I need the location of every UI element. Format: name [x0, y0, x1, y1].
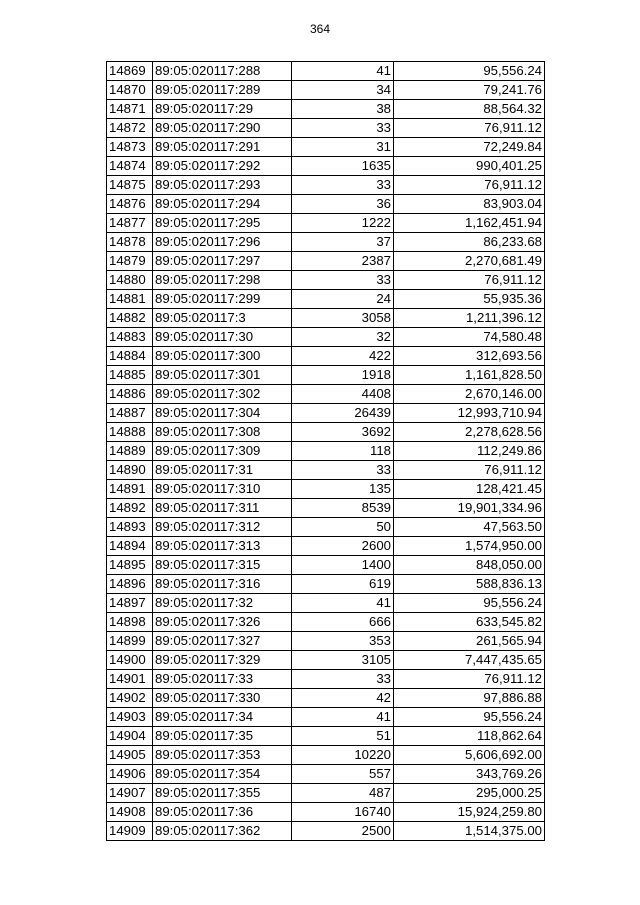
row-number-cell: 14872 — [107, 119, 153, 138]
area-cell: 16740 — [292, 803, 394, 822]
cadastral-number-cell: 89:05:020117:32 — [153, 594, 292, 613]
row-number-cell: 14901 — [107, 670, 153, 689]
row-number-cell: 14895 — [107, 556, 153, 575]
row-number-cell: 14887 — [107, 404, 153, 423]
row-number-cell: 14906 — [107, 765, 153, 784]
table-row — [107, 119, 545, 138]
area-cell: 2500 — [292, 822, 394, 841]
table-row — [107, 328, 545, 347]
table-row — [107, 404, 545, 423]
cadastral-number-cell: 89:05:020117:308 — [153, 423, 292, 442]
area-cell: 8539 — [292, 499, 394, 518]
table-row — [107, 347, 545, 366]
cadastral-number-cell: 89:05:020117:298 — [153, 271, 292, 290]
area-cell: 1222 — [292, 214, 394, 233]
area-cell: 33 — [292, 119, 394, 138]
value-cell: 588,836.13 — [394, 575, 545, 594]
row-number-cell: 14885 — [107, 366, 153, 385]
value-cell: 848,050.00 — [394, 556, 545, 575]
area-cell: 41 — [292, 708, 394, 727]
value-cell: 1,162,451.94 — [394, 214, 545, 233]
value-cell: 76,911.12 — [394, 461, 545, 480]
cadastral-number-cell: 89:05:020117:297 — [153, 252, 292, 271]
table-row — [107, 309, 545, 328]
value-cell: 633,545.82 — [394, 613, 545, 632]
table-row — [107, 632, 545, 651]
area-cell: 41 — [292, 62, 394, 81]
value-cell: 1,574,950.00 — [394, 537, 545, 556]
area-cell: 31 — [292, 138, 394, 157]
table-row — [107, 271, 545, 290]
area-cell: 32 — [292, 328, 394, 347]
row-number-cell: 14883 — [107, 328, 153, 347]
area-cell: 353 — [292, 632, 394, 651]
area-cell: 33 — [292, 271, 394, 290]
table-row — [107, 138, 545, 157]
row-number-cell: 14898 — [107, 613, 153, 632]
cadastral-number-cell: 89:05:020117:316 — [153, 575, 292, 594]
value-cell: 74,580.48 — [394, 328, 545, 347]
table-row — [107, 689, 545, 708]
cadastral-number-cell: 89:05:020117:291 — [153, 138, 292, 157]
cadastral-number-cell: 89:05:020117:29 — [153, 100, 292, 119]
area-cell: 1400 — [292, 556, 394, 575]
area-cell: 422 — [292, 347, 394, 366]
value-cell: 72,249.84 — [394, 138, 545, 157]
area-cell: 4408 — [292, 385, 394, 404]
row-number-cell: 14907 — [107, 784, 153, 803]
value-cell: 19,901,334.96 — [394, 499, 545, 518]
value-cell: 295,000.25 — [394, 784, 545, 803]
row-number-cell: 14878 — [107, 233, 153, 252]
value-cell: 112,249.86 — [394, 442, 545, 461]
row-number-cell: 14894 — [107, 537, 153, 556]
area-cell: 38 — [292, 100, 394, 119]
area-cell: 33 — [292, 461, 394, 480]
area-cell: 2600 — [292, 537, 394, 556]
cadastral-number-cell: 89:05:020117:302 — [153, 385, 292, 404]
table-row — [107, 575, 545, 594]
table-row — [107, 822, 545, 841]
table-row — [107, 290, 545, 309]
row-number-cell: 14871 — [107, 100, 153, 119]
cadastral-number-cell: 89:05:020117:299 — [153, 290, 292, 309]
table-row — [107, 499, 545, 518]
row-number-cell: 14884 — [107, 347, 153, 366]
table-row — [107, 62, 545, 81]
row-number-cell: 14902 — [107, 689, 153, 708]
table-row — [107, 176, 545, 195]
cadastral-number-cell: 89:05:020117:312 — [153, 518, 292, 537]
value-cell: 79,241.76 — [394, 81, 545, 100]
cadastral-number-cell: 89:05:020117:309 — [153, 442, 292, 461]
area-cell: 487 — [292, 784, 394, 803]
cadastral-number-cell: 89:05:020117:301 — [153, 366, 292, 385]
area-cell: 50 — [292, 518, 394, 537]
row-number-cell: 14890 — [107, 461, 153, 480]
value-cell: 88,564.32 — [394, 100, 545, 119]
cadastral-number-cell: 89:05:020117:36 — [153, 803, 292, 822]
value-cell: 312,693.56 — [394, 347, 545, 366]
cadastral-number-cell: 89:05:020117:295 — [153, 214, 292, 233]
cadastral-number-cell: 89:05:020117:294 — [153, 195, 292, 214]
value-cell: 2,278,628.56 — [394, 423, 545, 442]
table-row — [107, 594, 545, 613]
area-cell: 3692 — [292, 423, 394, 442]
value-cell: 2,270,681.49 — [394, 252, 545, 271]
row-number-cell: 14873 — [107, 138, 153, 157]
area-cell: 42 — [292, 689, 394, 708]
value-cell: 128,421.45 — [394, 480, 545, 499]
value-cell: 76,911.12 — [394, 176, 545, 195]
area-cell: 33 — [292, 176, 394, 195]
value-cell: 83,903.04 — [394, 195, 545, 214]
row-number-cell: 14870 — [107, 81, 153, 100]
value-cell: 118,862.64 — [394, 727, 545, 746]
row-number-cell: 14897 — [107, 594, 153, 613]
area-cell: 118 — [292, 442, 394, 461]
value-cell: 1,211,396.12 — [394, 309, 545, 328]
area-cell: 24 — [292, 290, 394, 309]
table-row — [107, 613, 545, 632]
cadastral-number-cell: 89:05:020117:3 — [153, 309, 292, 328]
table-row — [107, 556, 545, 575]
row-number-cell: 14899 — [107, 632, 153, 651]
value-cell: 2,670,146.00 — [394, 385, 545, 404]
row-number-cell: 14869 — [107, 62, 153, 81]
table-row — [107, 480, 545, 499]
row-number-cell: 14888 — [107, 423, 153, 442]
row-number-cell: 14909 — [107, 822, 153, 841]
table-body — [107, 62, 545, 841]
table-row — [107, 195, 545, 214]
cadastral-number-cell: 89:05:020117:292 — [153, 157, 292, 176]
row-number-cell: 14904 — [107, 727, 153, 746]
table-row — [107, 81, 545, 100]
cadastral-number-cell: 89:05:020117:33 — [153, 670, 292, 689]
value-cell: 7,447,435.65 — [394, 651, 545, 670]
table-row — [107, 765, 545, 784]
value-cell: 95,556.24 — [394, 594, 545, 613]
area-cell: 3105 — [292, 651, 394, 670]
table-row — [107, 461, 545, 480]
area-cell: 2387 — [292, 252, 394, 271]
table-row — [107, 442, 545, 461]
row-number-cell: 14889 — [107, 442, 153, 461]
cadastral-number-cell: 89:05:020117:289 — [153, 81, 292, 100]
area-cell: 51 — [292, 727, 394, 746]
value-cell: 1,161,828.50 — [394, 366, 545, 385]
cadastral-number-cell: 89:05:020117:354 — [153, 765, 292, 784]
table-row — [107, 157, 545, 176]
cadastral-number-cell: 89:05:020117:30 — [153, 328, 292, 347]
value-cell: 47,563.50 — [394, 518, 545, 537]
table-row — [107, 708, 545, 727]
value-cell: 86,233.68 — [394, 233, 545, 252]
row-number-cell: 14893 — [107, 518, 153, 537]
cadastral-number-cell: 89:05:020117:311 — [153, 499, 292, 518]
table-row — [107, 518, 545, 537]
row-number-cell: 14876 — [107, 195, 153, 214]
area-cell: 41 — [292, 594, 394, 613]
value-cell: 95,556.24 — [394, 62, 545, 81]
row-number-cell: 14908 — [107, 803, 153, 822]
cadastral-number-cell: 89:05:020117:310 — [153, 480, 292, 499]
table-row — [107, 214, 545, 233]
area-cell: 619 — [292, 575, 394, 594]
table-row — [107, 385, 545, 404]
cadastral-number-cell: 89:05:020117:293 — [153, 176, 292, 195]
value-cell: 261,565.94 — [394, 632, 545, 651]
cadastral-number-cell: 89:05:020117:290 — [153, 119, 292, 138]
row-number-cell: 14875 — [107, 176, 153, 195]
value-cell: 1,514,375.00 — [394, 822, 545, 841]
cadastral-number-cell: 89:05:020117:315 — [153, 556, 292, 575]
table-row — [107, 651, 545, 670]
value-cell: 990,401.25 — [394, 157, 545, 176]
value-cell: 76,911.12 — [394, 670, 545, 689]
value-cell: 55,935.36 — [394, 290, 545, 309]
table-row — [107, 423, 545, 442]
table-row — [107, 746, 545, 765]
area-cell: 34 — [292, 81, 394, 100]
value-cell: 15,924,259.80 — [394, 803, 545, 822]
row-number-cell: 14892 — [107, 499, 153, 518]
table-row — [107, 670, 545, 689]
page-number: 364 — [309, 22, 331, 36]
cadastral-number-cell: 89:05:020117:31 — [153, 461, 292, 480]
area-cell: 1635 — [292, 157, 394, 176]
cadastral-number-cell: 89:05:020117:353 — [153, 746, 292, 765]
area-cell: 1918 — [292, 366, 394, 385]
area-cell: 36 — [292, 195, 394, 214]
area-cell: 666 — [292, 613, 394, 632]
table-row — [107, 100, 545, 119]
row-number-cell: 14882 — [107, 309, 153, 328]
table-row — [107, 233, 545, 252]
value-cell: 97,886.88 — [394, 689, 545, 708]
table-row — [107, 803, 545, 822]
cadastral-number-cell: 89:05:020117:326 — [153, 613, 292, 632]
row-number-cell: 14880 — [107, 271, 153, 290]
table-row — [107, 252, 545, 271]
cadastral-number-cell: 89:05:020117:355 — [153, 784, 292, 803]
cadastral-number-cell: 89:05:020117:362 — [153, 822, 292, 841]
table-row — [107, 537, 545, 556]
row-number-cell: 14881 — [107, 290, 153, 309]
cadastral-number-cell: 89:05:020117:304 — [153, 404, 292, 423]
cadastral-number-cell: 89:05:020117:35 — [153, 727, 292, 746]
area-cell: 10220 — [292, 746, 394, 765]
row-number-cell: 14879 — [107, 252, 153, 271]
value-cell: 95,556.24 — [394, 708, 545, 727]
area-cell: 26439 — [292, 404, 394, 423]
cadastral-number-cell: 89:05:020117:327 — [153, 632, 292, 651]
cadastral-number-cell: 89:05:020117:34 — [153, 708, 292, 727]
area-cell: 37 — [292, 233, 394, 252]
table-row — [107, 366, 545, 385]
value-cell: 76,911.12 — [394, 271, 545, 290]
area-cell: 3058 — [292, 309, 394, 328]
row-number-cell: 14900 — [107, 651, 153, 670]
value-cell: 343,769.26 — [394, 765, 545, 784]
table-row — [107, 727, 545, 746]
row-number-cell: 14903 — [107, 708, 153, 727]
row-number-cell: 14896 — [107, 575, 153, 594]
table-row — [107, 784, 545, 803]
value-cell: 76,911.12 — [394, 119, 545, 138]
cadastral-value-table — [106, 61, 545, 841]
row-number-cell: 14886 — [107, 385, 153, 404]
cadastral-number-cell: 89:05:020117:300 — [153, 347, 292, 366]
cadastral-number-cell: 89:05:020117:313 — [153, 537, 292, 556]
cadastral-number-cell: 89:05:020117:296 — [153, 233, 292, 252]
value-cell: 12,993,710.94 — [394, 404, 545, 423]
row-number-cell: 14877 — [107, 214, 153, 233]
cadastral-number-cell: 89:05:020117:330 — [153, 689, 292, 708]
cadastral-number-cell: 89:05:020117:288 — [153, 62, 292, 81]
row-number-cell: 14905 — [107, 746, 153, 765]
area-cell: 557 — [292, 765, 394, 784]
area-cell: 135 — [292, 480, 394, 499]
value-cell: 5,606,692.00 — [394, 746, 545, 765]
cadastral-number-cell: 89:05:020117:329 — [153, 651, 292, 670]
row-number-cell: 14874 — [107, 157, 153, 176]
row-number-cell: 14891 — [107, 480, 153, 499]
area-cell: 33 — [292, 670, 394, 689]
